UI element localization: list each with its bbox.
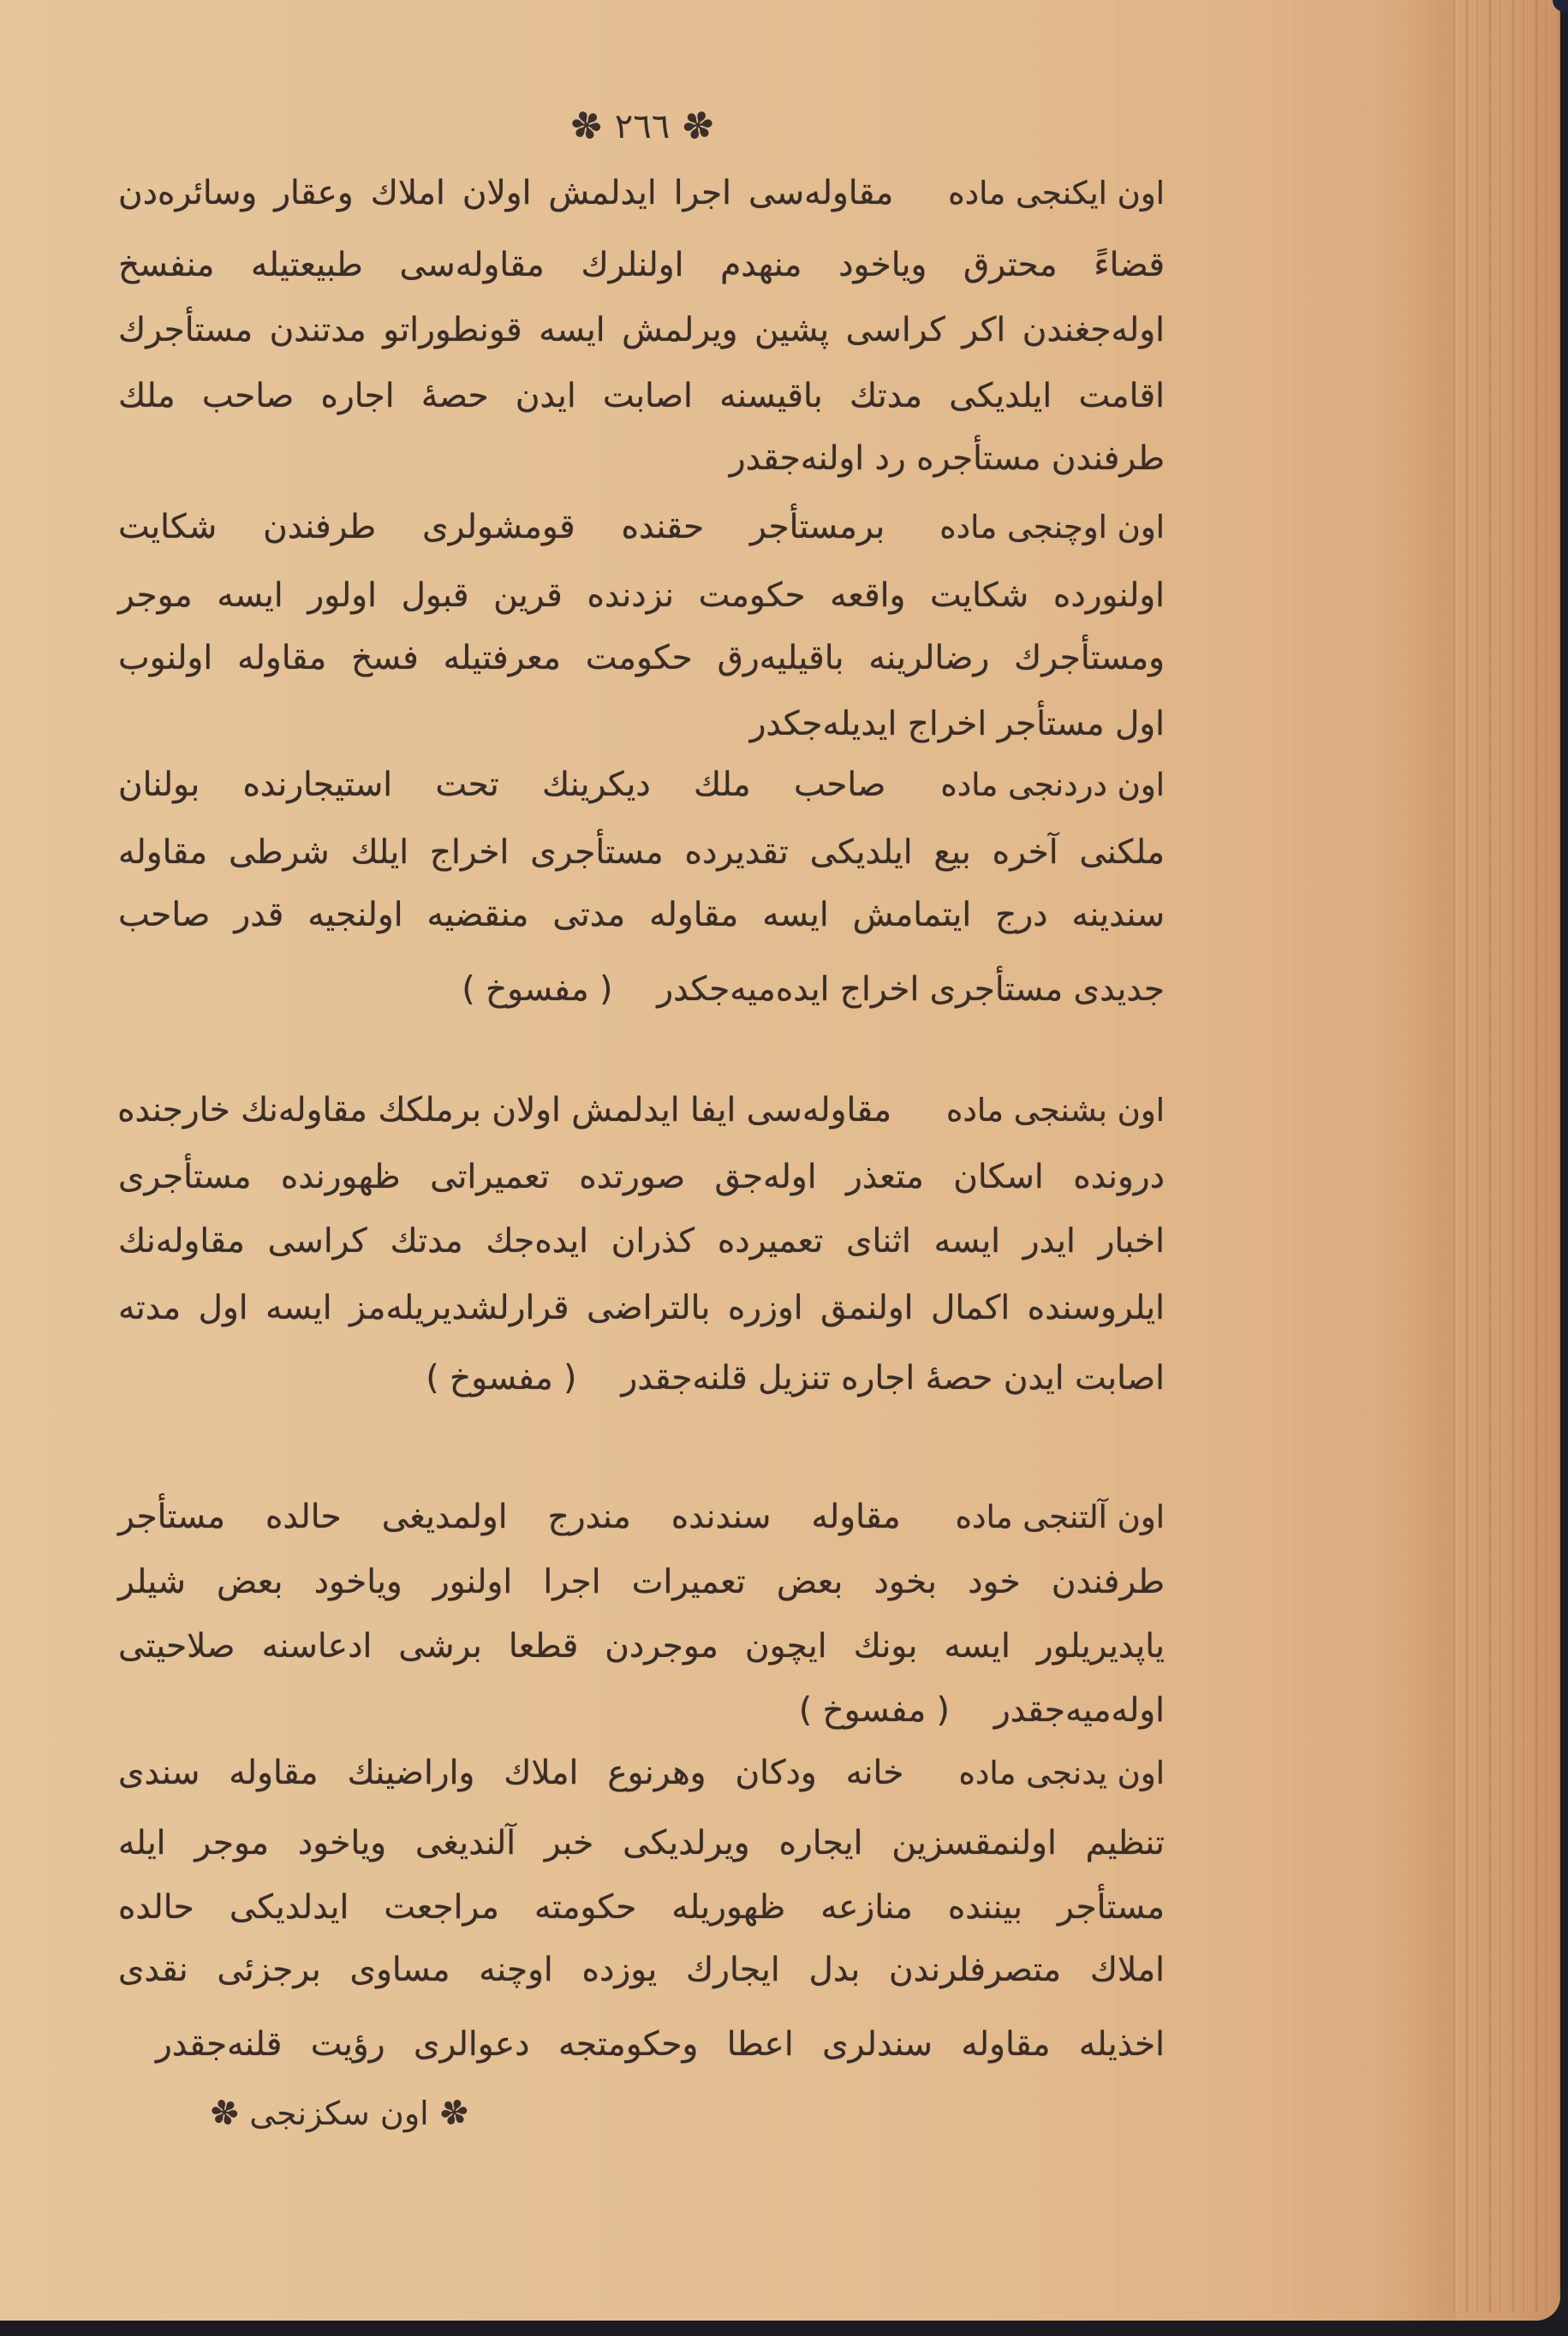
article-17-line-1 bbox=[118, 1741, 1165, 1806]
article-15-line-4: ایلروسنده اكمال اولنمق اوزره بالتراضی قرارلشدیریله‌مز ایسه اول مدته bbox=[118, 1289, 1165, 1327]
catchword-text: اون سكزنجی bbox=[249, 2095, 429, 2132]
article-14-line-3: سندینه درج ایتمامش ایسه مقاوله مدتی منقضیه اولنجیه قدر صاحب bbox=[118, 896, 1165, 934]
article-12-line-2: قضاءً محترق ویاخود منهدم اولنلرك مقاوله‌سی طبیعتیله منفسخ bbox=[118, 246, 1165, 284]
article-heading: اون بشنجی ماده bbox=[946, 1092, 1165, 1129]
article-12-line-3: اوله‌جغندن اكر كراسی پشین ویرلمش ایسه قونطوراتو مدتندن مستأجرك bbox=[118, 311, 1165, 349]
article-heading: اون دردنجی ماده bbox=[940, 766, 1165, 803]
article-13-line-2: اولنورده شكایت واقعه حكومت نزدنده قرین قبول اولور ایسه موجر bbox=[118, 576, 1165, 615]
fleuron-icon bbox=[672, 92, 723, 161]
repealed-status-label: ( مفسوخ ) bbox=[462, 970, 613, 1009]
article-16-line-4 bbox=[118, 1678, 1165, 1743]
page-shadow bbox=[1370, 0, 1456, 2321]
article-text: مقاوله‌سی ایفا ایدلمش اولان برملكك مقاوله‌نك خارجنده bbox=[117, 1091, 891, 1129]
article-17-line-3: مستأجر بیننده منازعه ظهوریله حكومته مراجعت ایدلدیكی حالده bbox=[118, 1888, 1165, 1927]
article-13-line-1 bbox=[118, 495, 1165, 560]
catchword bbox=[194, 2081, 485, 2146]
article-14-line-2: ملكنی آخره بیع ایلدیكی تقدیرده مستأجری اخراج ایلك شرطی مقاوله bbox=[118, 833, 1165, 872]
article-text: اوله‌میه‌جقدر bbox=[993, 1691, 1165, 1730]
article-text: اصابت ایدن حصهٔ اجاره تنزیل قلنه‌جقدر bbox=[621, 1359, 1165, 1397]
article-13-line-3: ومستأجرك رضالرینه باقیلیه‌رق حكومت معرفتیله فسخ مقاوله اولنوب bbox=[118, 639, 1165, 677]
article-heading: اون اوچنجی ماده bbox=[939, 509, 1165, 545]
fleuron-icon bbox=[429, 2079, 477, 2147]
article-15-line-5 bbox=[118, 1346, 1165, 1411]
article-text: خانه ودكان وهرنوع املاك واراضینك مقاوله سندی bbox=[118, 1754, 904, 1792]
stacked-page-edges bbox=[1446, 0, 1560, 2312]
page-number: ٢٦٦ bbox=[614, 107, 671, 146]
article-text: برمستأجر حقنده قومشولری طرفندن شكایت bbox=[118, 508, 885, 546]
article-17-line-4: املاك متصرفلرندن بدل ایجارك یوزده اوچنه مساوی برجزئی نقدی bbox=[118, 1951, 1165, 1989]
fleuron-icon bbox=[200, 2079, 248, 2147]
fleuron-icon bbox=[562, 92, 612, 161]
article-heading: اون آلتنجی ماده bbox=[955, 1499, 1165, 1535]
article-13-line-4: اول مستأجر اخراج ایدیله‌جكدر bbox=[749, 705, 1165, 743]
article-17-line-2: تنظیم اولنمقسزین ایجاره ویرلدیكی خبر آلندیغی ویاخود موجر ایله bbox=[118, 1824, 1165, 1862]
article-text: مقاوله سندنده مندرج اولمدیغی حالده مستأجر bbox=[118, 1498, 901, 1536]
article-text: صاحب ملك دیكرینك تحت استیجارنده بولنان bbox=[118, 766, 886, 804]
article-14-line-1 bbox=[118, 753, 1165, 818]
article-text: مقاوله‌سی اجرا ایدلمش اولان املاك وعقار وسائره‌دن bbox=[118, 174, 894, 212]
background-bottom-strip bbox=[0, 2321, 1568, 2336]
page-number-header bbox=[557, 96, 728, 158]
article-12-line-4: اقامت ایلدیكی مدتك باقیسنه اصابت ایدن حصهٔ اجاره صاحب ملك bbox=[118, 377, 1165, 415]
background-right-strip bbox=[1560, 1284, 1568, 2336]
article-text: جدیدی مستأجری اخراج ایده‌میه‌جكدر bbox=[657, 970, 1165, 1009]
article-15-line-2: درونده اسكان متعذر اوله‌جق صورتده تعمیراتی ظهورنده مستأجری bbox=[118, 1158, 1165, 1196]
article-heading: اون یدنجی ماده bbox=[958, 1755, 1165, 1791]
article-16-line-1 bbox=[118, 1485, 1165, 1550]
article-15-line-3: اخبار ایدر ایسه اثنای تعمیرده كذران ایده‌جك مدتك كراسی مقاوله‌نك bbox=[118, 1222, 1165, 1260]
article-16-line-3: یاپدیریلور ایسه بونك ایچون موجردن قطعا برشی ادعاسنه صلاحیتی bbox=[118, 1627, 1165, 1666]
repealed-status-label: ( مفسوخ ) bbox=[426, 1359, 577, 1397]
article-12-line-5: طرفندن مستأجره رد اولنه‌جقدر bbox=[729, 439, 1165, 478]
article-heading: اون ایكنجی ماده bbox=[948, 175, 1165, 212]
article-12-line-1 bbox=[118, 161, 1165, 226]
repealed-status-label: ( مفسوخ ) bbox=[798, 1691, 950, 1730]
article-17-line-5: اخذیله مقاوله سندلری اعطا وحكومتجه دعوالری رؤیت قلنه‌جقدر bbox=[156, 2025, 1165, 2064]
article-16-line-2: طرفندن خود بخود بعض تعمیرات اجرا اولنور ویاخود بعض شیلر bbox=[118, 1563, 1165, 1601]
article-15-line-1 bbox=[118, 1078, 1165, 1143]
article-14-line-4 bbox=[118, 957, 1165, 1022]
